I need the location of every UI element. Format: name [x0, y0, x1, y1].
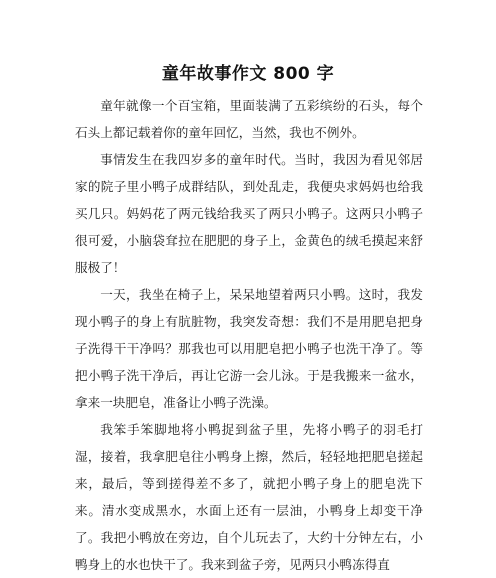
document-body: [75, 92, 423, 578]
document-title: 童年故事作文 800 字: [161, 64, 335, 84]
paragraph: 事情发生在我四岁多的童年时代。当时，我因为看见邻居家的院子里小鸭子成群结队，到处乱走，我便央求妈妈也给我买几只。妈妈花了两元钱给我买了两只小鸭子。这两只小鸭子很可爱，小脑袋耷拉在肥肥的身子上，金黄色的绒毛摸起来舒服极了！: [75, 152, 423, 275]
paragraph: 童年就像一个百宝箱，里面装满了五彩缤纷的石头，每个石头上都记载着你的童年回忆，当然，我也不例外。: [75, 98, 423, 140]
paragraph: 我笨手笨脚地将小鸭捉到盆子里，先将小鸭子的羽毛打湿，接着，我拿肥皂往小鸭身上擦，然后，轻轻地把肥皂搓起来，最后，等到搓得差不多了，就把小鸭子身上的肥皂洗下来。清水变成黑水，水面上还有一层油，小鸭身上却变干净了。我把小鸭放在旁边，自个儿玩去了，大约十分钟左右，小鸭身上的水也快干了。我来到盆子旁，见两只小鸭冻得直: [75, 422, 423, 572]
paragraph: 一天，我坐在椅子上，呆呆地望着两只小鸭。这时，我发现小鸭子的身上有肮脏物，我突发奇想：我们不是用肥皂把身子洗得干干净吗？那我也可以用肥皂把小鸭子也洗干净了。等把小鸭子洗干净后，再让它游一会儿泳。于是我搬来一盆水，拿来一块肥皂，准备让小鸭子洗澡。: [75, 287, 423, 410]
